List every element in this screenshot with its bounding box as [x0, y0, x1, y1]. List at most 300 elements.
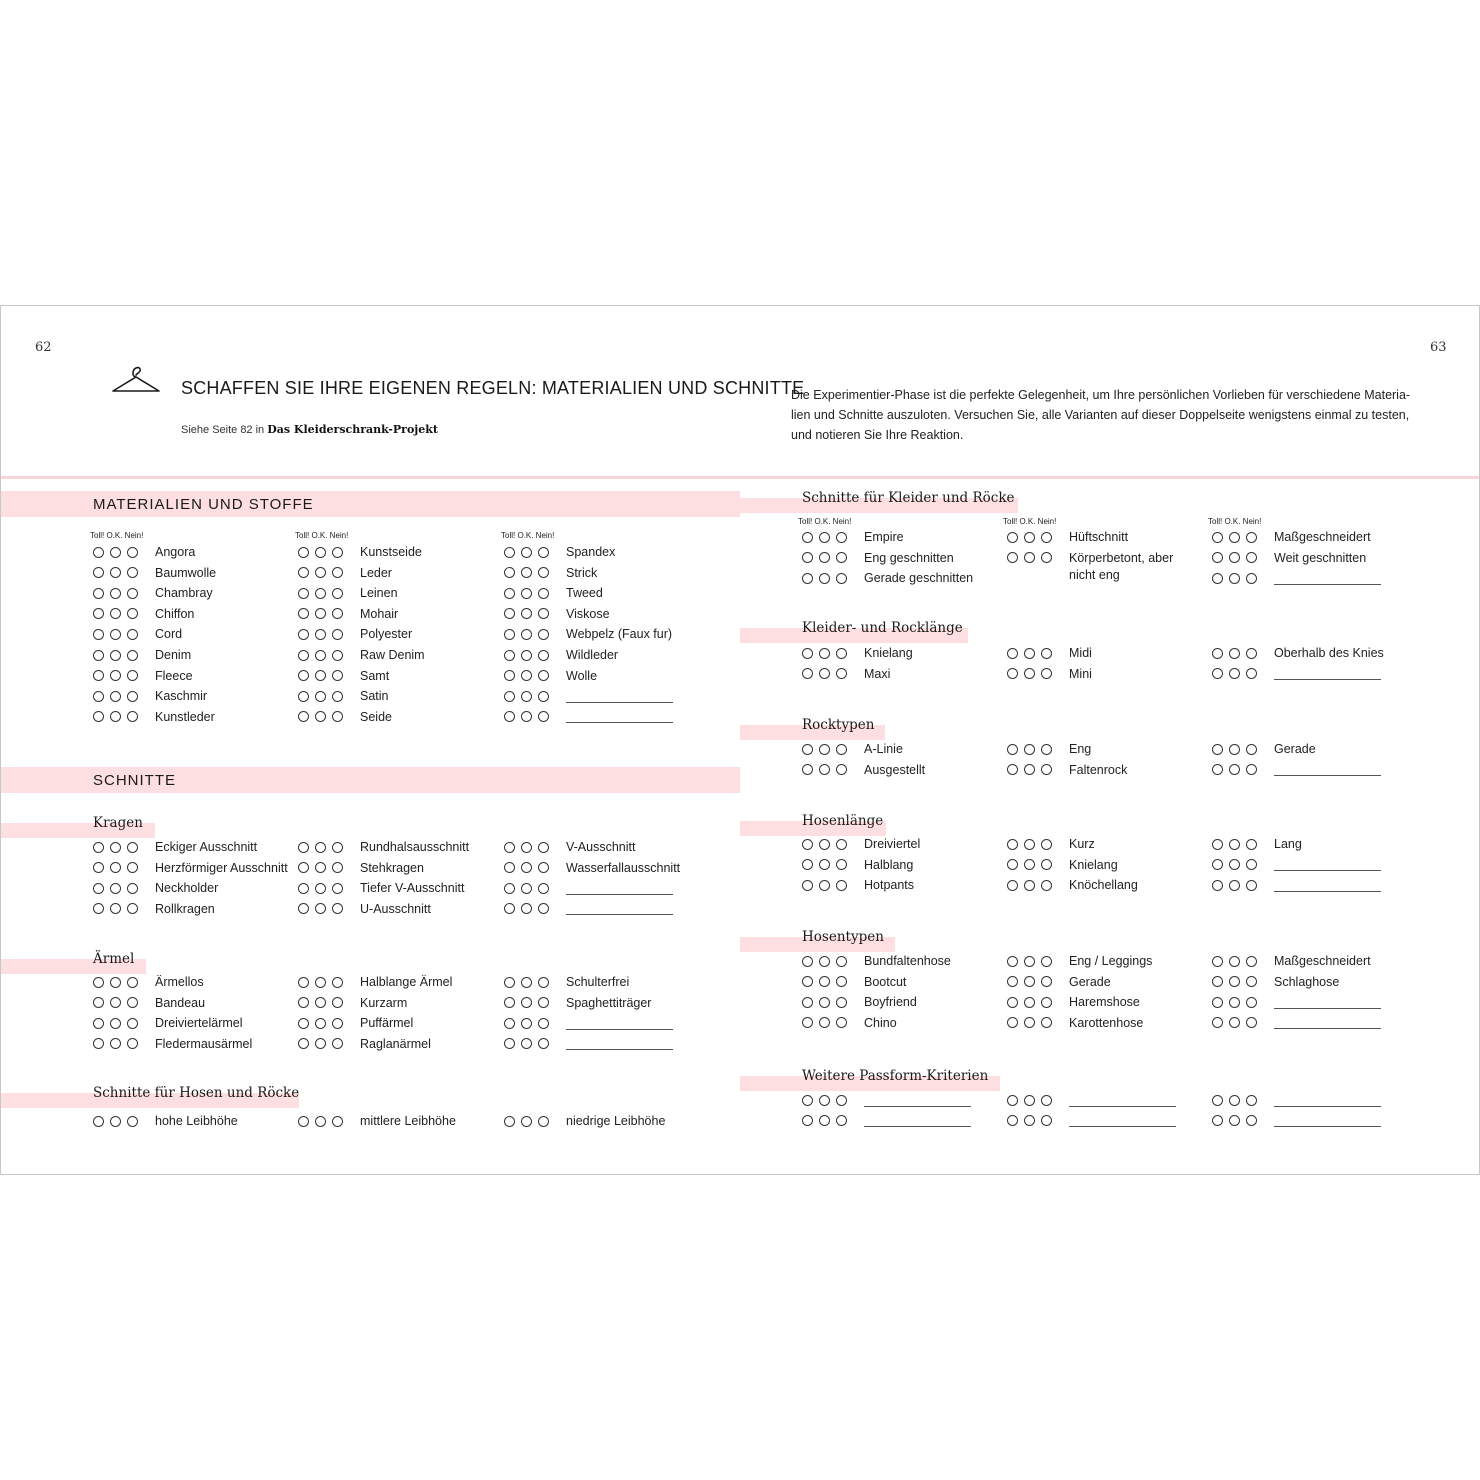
rating-radio-toll[interactable]: [93, 650, 104, 661]
rating-radio-toll[interactable]: [1212, 1095, 1223, 1106]
rating-radio-nein[interactable]: [1041, 764, 1052, 775]
rating-radio-toll[interactable]: [802, 764, 813, 775]
rating-radio-toll[interactable]: [93, 903, 104, 914]
rating-radio-ok[interactable]: [1229, 573, 1240, 584]
rating-radio-nein[interactable]: [127, 862, 138, 873]
rating-radio-toll[interactable]: [504, 567, 515, 578]
rating-radio-ok[interactable]: [315, 670, 326, 681]
rating-radio-ok[interactable]: [819, 573, 830, 584]
write-in-line[interactable]: [1069, 1114, 1176, 1127]
rating-radio-toll[interactable]: [298, 997, 309, 1008]
rating-radio-ok[interactable]: [110, 977, 121, 988]
rating-radio-nein[interactable]: [332, 567, 343, 578]
rating-radio-nein[interactable]: [1041, 648, 1052, 659]
rating-radio-nein[interactable]: [332, 977, 343, 988]
rating-radio-ok[interactable]: [110, 650, 121, 661]
rating-radio-ok[interactable]: [1024, 997, 1035, 1008]
rating-radio-nein[interactable]: [1041, 880, 1052, 891]
rating-radio-toll[interactable]: [802, 552, 813, 563]
rating-radio-toll[interactable]: [802, 532, 813, 543]
rating-radio-ok[interactable]: [1229, 976, 1240, 987]
rating-radio-toll[interactable]: [802, 744, 813, 755]
rating-radio-ok[interactable]: [315, 650, 326, 661]
rating-radio-toll[interactable]: [298, 862, 309, 873]
rating-radio-nein[interactable]: [127, 588, 138, 599]
rating-radio-ok[interactable]: [315, 903, 326, 914]
rating-radio-nein[interactable]: [127, 842, 138, 853]
rating-radio-ok[interactable]: [819, 956, 830, 967]
rating-radio-ok[interactable]: [819, 839, 830, 850]
rating-radio-toll[interactable]: [802, 859, 813, 870]
rating-radio-nein[interactable]: [1246, 648, 1257, 659]
rating-radio-ok[interactable]: [110, 670, 121, 681]
rating-radio-nein[interactable]: [332, 997, 343, 1008]
rating-radio-ok[interactable]: [315, 608, 326, 619]
rating-radio-ok[interactable]: [1229, 648, 1240, 659]
rating-radio-toll[interactable]: [1007, 859, 1018, 870]
rating-radio-nein[interactable]: [332, 588, 343, 599]
rating-radio-nein[interactable]: [538, 842, 549, 853]
write-in-line[interactable]: [566, 710, 673, 723]
rating-radio-toll[interactable]: [93, 1018, 104, 1029]
rating-radio-ok[interactable]: [521, 842, 532, 853]
write-in-line[interactable]: [1274, 858, 1381, 871]
rating-radio-ok[interactable]: [110, 862, 121, 873]
rating-radio-toll[interactable]: [1212, 648, 1223, 659]
rating-radio-nein[interactable]: [836, 764, 847, 775]
rating-radio-nein[interactable]: [1041, 997, 1052, 1008]
rating-radio-ok[interactable]: [1229, 997, 1240, 1008]
rating-radio-nein[interactable]: [1246, 976, 1257, 987]
rating-radio-ok[interactable]: [1229, 552, 1240, 563]
rating-radio-nein[interactable]: [538, 547, 549, 558]
write-in-line[interactable]: [1069, 1094, 1176, 1107]
rating-radio-nein[interactable]: [127, 1038, 138, 1049]
rating-radio-toll[interactable]: [1007, 532, 1018, 543]
rating-radio-nein[interactable]: [127, 1018, 138, 1029]
rating-radio-toll[interactable]: [298, 1038, 309, 1049]
rating-radio-toll[interactable]: [504, 862, 515, 873]
rating-radio-nein[interactable]: [836, 648, 847, 659]
rating-radio-nein[interactable]: [1041, 668, 1052, 679]
rating-radio-nein[interactable]: [127, 1116, 138, 1127]
rating-radio-nein[interactable]: [1246, 668, 1257, 679]
rating-radio-ok[interactable]: [315, 567, 326, 578]
rating-radio-toll[interactable]: [802, 1115, 813, 1126]
rating-radio-toll[interactable]: [93, 862, 104, 873]
rating-radio-toll[interactable]: [93, 588, 104, 599]
rating-radio-nein[interactable]: [836, 1095, 847, 1106]
rating-radio-toll[interactable]: [298, 670, 309, 681]
rating-radio-ok[interactable]: [819, 1095, 830, 1106]
rating-radio-toll[interactable]: [298, 691, 309, 702]
rating-radio-nein[interactable]: [538, 1116, 549, 1127]
rating-radio-toll[interactable]: [298, 547, 309, 558]
rating-radio-ok[interactable]: [819, 764, 830, 775]
rating-radio-toll[interactable]: [298, 608, 309, 619]
rating-radio-nein[interactable]: [1041, 1095, 1052, 1106]
rating-radio-nein[interactable]: [1246, 997, 1257, 1008]
rating-radio-toll[interactable]: [802, 668, 813, 679]
rating-radio-toll[interactable]: [802, 839, 813, 850]
rating-radio-ok[interactable]: [110, 691, 121, 702]
rating-radio-nein[interactable]: [538, 903, 549, 914]
rating-radio-toll[interactable]: [93, 977, 104, 988]
rating-radio-ok[interactable]: [521, 862, 532, 873]
rating-radio-ok[interactable]: [315, 711, 326, 722]
rating-radio-ok[interactable]: [521, 650, 532, 661]
rating-radio-toll[interactable]: [1212, 976, 1223, 987]
rating-radio-nein[interactable]: [127, 650, 138, 661]
rating-radio-toll[interactable]: [802, 648, 813, 659]
rating-radio-toll[interactable]: [1007, 744, 1018, 755]
rating-radio-nein[interactable]: [1246, 859, 1257, 870]
rating-radio-nein[interactable]: [332, 547, 343, 558]
rating-radio-ok[interactable]: [521, 883, 532, 894]
rating-radio-nein[interactable]: [538, 588, 549, 599]
rating-radio-nein[interactable]: [538, 883, 549, 894]
rating-radio-nein[interactable]: [127, 567, 138, 578]
rating-radio-ok[interactable]: [315, 547, 326, 558]
rating-radio-nein[interactable]: [836, 997, 847, 1008]
rating-radio-toll[interactable]: [504, 977, 515, 988]
write-in-line[interactable]: [1274, 996, 1381, 1009]
rating-radio-toll[interactable]: [504, 670, 515, 681]
rating-radio-toll[interactable]: [93, 691, 104, 702]
write-in-line[interactable]: [864, 1114, 971, 1127]
rating-radio-toll[interactable]: [504, 842, 515, 853]
rating-radio-ok[interactable]: [315, 629, 326, 640]
rating-radio-toll[interactable]: [802, 997, 813, 1008]
rating-radio-nein[interactable]: [538, 650, 549, 661]
write-in-line[interactable]: [1274, 667, 1381, 680]
rating-radio-nein[interactable]: [1041, 956, 1052, 967]
rating-radio-nein[interactable]: [538, 862, 549, 873]
rating-radio-nein[interactable]: [332, 842, 343, 853]
rating-radio-nein[interactable]: [1246, 1017, 1257, 1028]
rating-radio-ok[interactable]: [110, 547, 121, 558]
rating-radio-ok[interactable]: [1024, 859, 1035, 870]
rating-radio-ok[interactable]: [1024, 552, 1035, 563]
rating-radio-ok[interactable]: [110, 903, 121, 914]
rating-radio-nein[interactable]: [538, 608, 549, 619]
rating-radio-nein[interactable]: [1246, 839, 1257, 850]
rating-radio-ok[interactable]: [1024, 1115, 1035, 1126]
rating-radio-ok[interactable]: [1229, 859, 1240, 870]
rating-radio-ok[interactable]: [110, 883, 121, 894]
rating-radio-ok[interactable]: [521, 588, 532, 599]
rating-radio-toll[interactable]: [802, 976, 813, 987]
rating-radio-toll[interactable]: [504, 1116, 515, 1127]
rating-radio-ok[interactable]: [1229, 839, 1240, 850]
rating-radio-ok[interactable]: [315, 997, 326, 1008]
rating-radio-ok[interactable]: [819, 1017, 830, 1028]
rating-radio-nein[interactable]: [836, 839, 847, 850]
rating-radio-ok[interactable]: [1024, 744, 1035, 755]
rating-radio-nein[interactable]: [538, 1018, 549, 1029]
rating-radio-toll[interactable]: [298, 977, 309, 988]
rating-radio-toll[interactable]: [1212, 573, 1223, 584]
rating-radio-toll[interactable]: [1212, 532, 1223, 543]
rating-radio-nein[interactable]: [127, 608, 138, 619]
rating-radio-toll[interactable]: [1212, 880, 1223, 891]
rating-radio-nein[interactable]: [127, 997, 138, 1008]
rating-radio-toll[interactable]: [504, 903, 515, 914]
rating-radio-nein[interactable]: [538, 567, 549, 578]
write-in-line[interactable]: [1274, 572, 1381, 585]
rating-radio-nein[interactable]: [538, 997, 549, 1008]
rating-radio-ok[interactable]: [521, 1018, 532, 1029]
rating-radio-nein[interactable]: [332, 650, 343, 661]
rating-radio-ok[interactable]: [110, 711, 121, 722]
rating-radio-ok[interactable]: [521, 547, 532, 558]
rating-radio-ok[interactable]: [315, 1038, 326, 1049]
rating-radio-nein[interactable]: [1246, 880, 1257, 891]
rating-radio-nein[interactable]: [1246, 552, 1257, 563]
rating-radio-ok[interactable]: [521, 608, 532, 619]
write-in-line[interactable]: [1274, 1094, 1381, 1107]
rating-radio-ok[interactable]: [819, 552, 830, 563]
rating-radio-nein[interactable]: [836, 1115, 847, 1126]
rating-radio-nein[interactable]: [127, 670, 138, 681]
write-in-line[interactable]: [864, 1094, 971, 1107]
write-in-line[interactable]: [1274, 763, 1381, 776]
rating-radio-ok[interactable]: [1024, 764, 1035, 775]
rating-radio-ok[interactable]: [521, 903, 532, 914]
rating-radio-toll[interactable]: [1007, 997, 1018, 1008]
rating-radio-toll[interactable]: [504, 547, 515, 558]
rating-radio-nein[interactable]: [127, 629, 138, 640]
rating-radio-toll[interactable]: [93, 670, 104, 681]
rating-radio-ok[interactable]: [819, 997, 830, 1008]
rating-radio-ok[interactable]: [1024, 1095, 1035, 1106]
rating-radio-nein[interactable]: [127, 883, 138, 894]
rating-radio-ok[interactable]: [110, 567, 121, 578]
rating-radio-toll[interactable]: [504, 691, 515, 702]
write-in-line[interactable]: [566, 882, 673, 895]
rating-radio-ok[interactable]: [1229, 1017, 1240, 1028]
rating-radio-toll[interactable]: [298, 629, 309, 640]
rating-radio-toll[interactable]: [1007, 1095, 1018, 1106]
rating-radio-nein[interactable]: [332, 903, 343, 914]
rating-radio-toll[interactable]: [802, 1017, 813, 1028]
rating-radio-nein[interactable]: [1246, 1095, 1257, 1106]
rating-radio-toll[interactable]: [1007, 880, 1018, 891]
rating-radio-ok[interactable]: [315, 862, 326, 873]
rating-radio-nein[interactable]: [1041, 1017, 1052, 1028]
rating-radio-ok[interactable]: [819, 859, 830, 870]
rating-radio-nein[interactable]: [1041, 532, 1052, 543]
rating-radio-toll[interactable]: [1212, 744, 1223, 755]
rating-radio-ok[interactable]: [819, 976, 830, 987]
rating-radio-toll[interactable]: [504, 1018, 515, 1029]
rating-radio-ok[interactable]: [1024, 1017, 1035, 1028]
rating-radio-ok[interactable]: [315, 883, 326, 894]
rating-radio-nein[interactable]: [1246, 956, 1257, 967]
rating-radio-toll[interactable]: [93, 842, 104, 853]
rating-radio-nein[interactable]: [1041, 976, 1052, 987]
rating-radio-ok[interactable]: [819, 744, 830, 755]
rating-radio-nein[interactable]: [836, 956, 847, 967]
rating-radio-nein[interactable]: [1246, 744, 1257, 755]
rating-radio-nein[interactable]: [836, 668, 847, 679]
rating-radio-ok[interactable]: [315, 691, 326, 702]
rating-radio-toll[interactable]: [504, 650, 515, 661]
write-in-line[interactable]: [566, 1017, 673, 1030]
rating-radio-toll[interactable]: [504, 588, 515, 599]
rating-radio-ok[interactable]: [819, 532, 830, 543]
rating-radio-toll[interactable]: [93, 608, 104, 619]
rating-radio-toll[interactable]: [93, 1116, 104, 1127]
rating-radio-toll[interactable]: [1212, 668, 1223, 679]
rating-radio-toll[interactable]: [298, 711, 309, 722]
rating-radio-nein[interactable]: [836, 880, 847, 891]
rating-radio-nein[interactable]: [836, 532, 847, 543]
rating-radio-toll[interactable]: [504, 711, 515, 722]
rating-radio-ok[interactable]: [819, 648, 830, 659]
rating-radio-ok[interactable]: [1024, 648, 1035, 659]
rating-radio-toll[interactable]: [298, 842, 309, 853]
rating-radio-toll[interactable]: [298, 650, 309, 661]
rating-radio-toll[interactable]: [802, 880, 813, 891]
rating-radio-ok[interactable]: [110, 1018, 121, 1029]
rating-radio-nein[interactable]: [332, 670, 343, 681]
write-in-line[interactable]: [566, 1037, 673, 1050]
rating-radio-nein[interactable]: [1246, 1115, 1257, 1126]
rating-radio-ok[interactable]: [1229, 1095, 1240, 1106]
rating-radio-ok[interactable]: [819, 668, 830, 679]
rating-radio-ok[interactable]: [315, 1018, 326, 1029]
rating-radio-nein[interactable]: [538, 691, 549, 702]
rating-radio-ok[interactable]: [1229, 956, 1240, 967]
rating-radio-ok[interactable]: [521, 1038, 532, 1049]
rating-radio-ok[interactable]: [521, 977, 532, 988]
rating-radio-nein[interactable]: [1041, 744, 1052, 755]
rating-radio-toll[interactable]: [93, 997, 104, 1008]
rating-radio-ok[interactable]: [110, 608, 121, 619]
rating-radio-nein[interactable]: [127, 547, 138, 558]
rating-radio-nein[interactable]: [1041, 552, 1052, 563]
rating-radio-nein[interactable]: [127, 903, 138, 914]
rating-radio-nein[interactable]: [127, 691, 138, 702]
rating-radio-ok[interactable]: [1024, 668, 1035, 679]
rating-radio-ok[interactable]: [521, 567, 532, 578]
rating-radio-ok[interactable]: [521, 691, 532, 702]
rating-radio-toll[interactable]: [1007, 956, 1018, 967]
rating-radio-ok[interactable]: [1229, 764, 1240, 775]
rating-radio-nein[interactable]: [836, 552, 847, 563]
write-in-line[interactable]: [566, 902, 673, 915]
rating-radio-ok[interactable]: [315, 977, 326, 988]
rating-radio-nein[interactable]: [1041, 839, 1052, 850]
rating-radio-nein[interactable]: [332, 711, 343, 722]
rating-radio-ok[interactable]: [110, 1038, 121, 1049]
rating-radio-ok[interactable]: [1229, 1115, 1240, 1126]
rating-radio-ok[interactable]: [1229, 880, 1240, 891]
rating-radio-ok[interactable]: [521, 997, 532, 1008]
rating-radio-toll[interactable]: [298, 1018, 309, 1029]
rating-radio-nein[interactable]: [538, 629, 549, 640]
rating-radio-ok[interactable]: [110, 1116, 121, 1127]
rating-radio-ok[interactable]: [521, 670, 532, 681]
rating-radio-ok[interactable]: [1024, 839, 1035, 850]
rating-radio-toll[interactable]: [1007, 668, 1018, 679]
rating-radio-toll[interactable]: [802, 573, 813, 584]
rating-radio-ok[interactable]: [819, 1115, 830, 1126]
rating-radio-ok[interactable]: [315, 588, 326, 599]
rating-radio-nein[interactable]: [332, 629, 343, 640]
rating-radio-ok[interactable]: [1024, 956, 1035, 967]
rating-radio-nein[interactable]: [1246, 532, 1257, 543]
rating-radio-nein[interactable]: [1246, 764, 1257, 775]
rating-radio-ok[interactable]: [315, 1116, 326, 1127]
rating-radio-toll[interactable]: [1007, 764, 1018, 775]
rating-radio-toll[interactable]: [504, 997, 515, 1008]
rating-radio-ok[interactable]: [819, 880, 830, 891]
rating-radio-toll[interactable]: [802, 956, 813, 967]
rating-radio-ok[interactable]: [521, 711, 532, 722]
rating-radio-toll[interactable]: [504, 1038, 515, 1049]
rating-radio-nein[interactable]: [332, 1116, 343, 1127]
rating-radio-toll[interactable]: [1212, 839, 1223, 850]
rating-radio-ok[interactable]: [1024, 880, 1035, 891]
rating-radio-toll[interactable]: [504, 629, 515, 640]
rating-radio-ok[interactable]: [1229, 532, 1240, 543]
rating-radio-ok[interactable]: [1229, 744, 1240, 755]
rating-radio-toll[interactable]: [1212, 1115, 1223, 1126]
rating-radio-ok[interactable]: [521, 629, 532, 640]
rating-radio-toll[interactable]: [504, 883, 515, 894]
rating-radio-toll[interactable]: [93, 711, 104, 722]
rating-radio-nein[interactable]: [538, 1038, 549, 1049]
rating-radio-nein[interactable]: [836, 976, 847, 987]
write-in-line[interactable]: [1274, 1114, 1381, 1127]
rating-radio-toll[interactable]: [1212, 1017, 1223, 1028]
rating-radio-nein[interactable]: [332, 691, 343, 702]
rating-radio-ok[interactable]: [1229, 668, 1240, 679]
rating-radio-toll[interactable]: [298, 883, 309, 894]
rating-radio-ok[interactable]: [521, 1116, 532, 1127]
rating-radio-nein[interactable]: [332, 1018, 343, 1029]
rating-radio-ok[interactable]: [110, 588, 121, 599]
rating-radio-toll[interactable]: [93, 547, 104, 558]
rating-radio-toll[interactable]: [1007, 839, 1018, 850]
rating-radio-toll[interactable]: [1007, 1115, 1018, 1126]
rating-radio-toll[interactable]: [298, 567, 309, 578]
rating-radio-toll[interactable]: [1007, 1017, 1018, 1028]
rating-radio-toll[interactable]: [1007, 552, 1018, 563]
rating-radio-nein[interactable]: [332, 883, 343, 894]
rating-radio-toll[interactable]: [1007, 976, 1018, 987]
write-in-line[interactable]: [1274, 879, 1381, 892]
rating-radio-toll[interactable]: [1212, 859, 1223, 870]
rating-radio-toll[interactable]: [93, 629, 104, 640]
rating-radio-nein[interactable]: [836, 1017, 847, 1028]
rating-radio-nein[interactable]: [127, 977, 138, 988]
rating-radio-nein[interactable]: [538, 670, 549, 681]
rating-radio-nein[interactable]: [332, 608, 343, 619]
rating-radio-toll[interactable]: [1212, 552, 1223, 563]
rating-radio-ok[interactable]: [110, 629, 121, 640]
rating-radio-toll[interactable]: [1007, 648, 1018, 659]
rating-radio-nein[interactable]: [836, 573, 847, 584]
rating-radio-nein[interactable]: [1041, 1115, 1052, 1126]
write-in-line[interactable]: [1274, 1016, 1381, 1029]
rating-radio-nein[interactable]: [1246, 573, 1257, 584]
rating-radio-toll[interactable]: [504, 608, 515, 619]
rating-radio-toll[interactable]: [298, 1116, 309, 1127]
rating-radio-ok[interactable]: [1024, 532, 1035, 543]
